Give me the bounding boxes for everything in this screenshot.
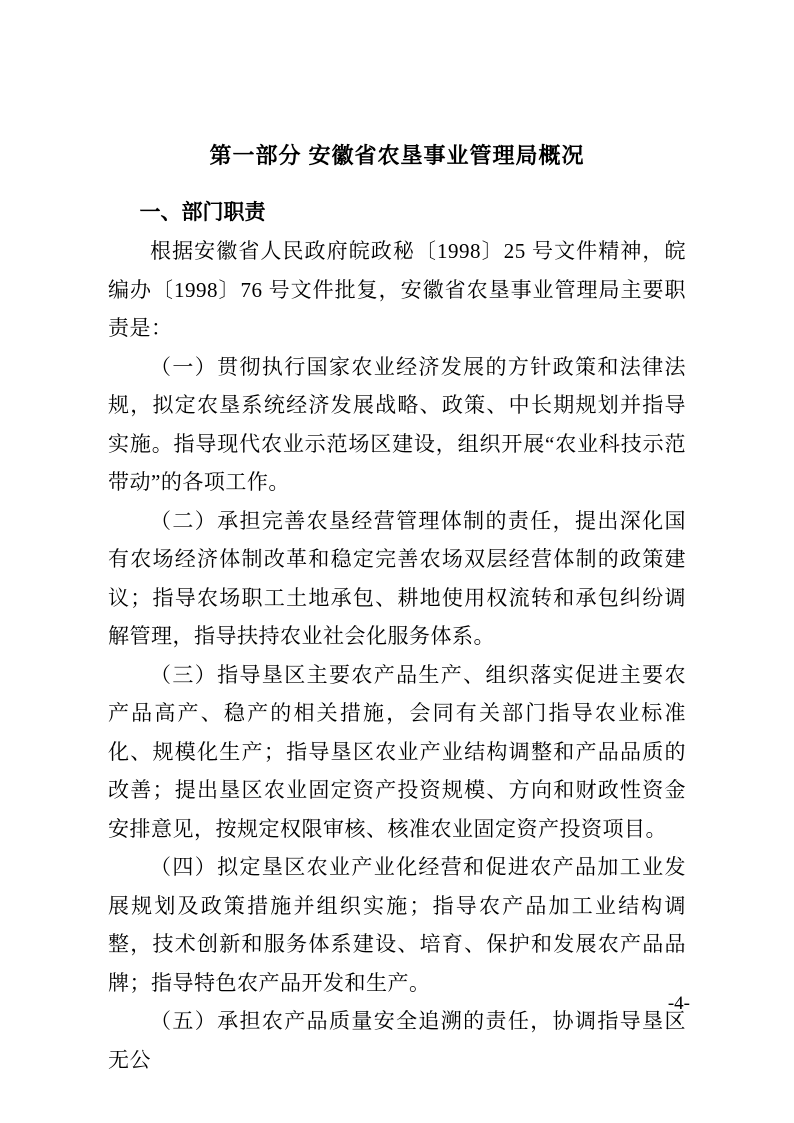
paragraph-intro: 根据安徽省人民政府皖政秘〔1998〕25 号文件精神，皖编办〔1998〕76 号文件批复，安徽省农垦事业管理局主要职责是： (108, 239, 686, 340)
paragraph-duty-4: （四）拟定垦区农业产业化经营和促进农产品加工业发展规划及政策措施并组织实施；指导农产品加工业结构调整，技术创新和服务体系建设、培育、保护和发展农产品品牌；指导特色农产品开发和生产。 (108, 855, 686, 995)
paragraph-duty-5-truncated: （五）承担农产品质量安全追溯的责任，协调指导垦区无公 (108, 1009, 686, 1072)
paragraph-duty-2: （二）承担完善农垦经营管理体制的责任，提出深化国有农场经济体制改革和稳定完善农场双层经营体制的政策建议；指导农场职工土地承包、耕地使用权流转和承包纠纷调解管理，指导扶持农业社会化服务体系。 (108, 508, 686, 648)
paragraph-duty-1: （一）贯彻执行国家农业经济发展的方针政策和法律法规，拟定农垦系统经济发展战略、政策、中长期规划并指导实施。指导现代农业示范场区建设，组织开展“农业科技示范带动”的各项工作。 (108, 354, 686, 494)
page-number: -4- (667, 993, 690, 1014)
document-title: 第一部分 安徽省农垦事业管理局概况 (209, 143, 585, 168)
section-heading: 一、部门职责 (139, 201, 266, 224)
paragraph-duty-3: （三）指导垦区主要农产品生产、组织落实促进主要农产品高产、稳产的相关措施，会同有关部门指导农业标准化、规模化生产；指导垦区农业产业结构调整和产品品质的改善；提出垦区农业固定资产投资规模、方向和财政性资金安排意见，按规定权限审核、核准农业固定资产投资项目。 (108, 662, 686, 841)
